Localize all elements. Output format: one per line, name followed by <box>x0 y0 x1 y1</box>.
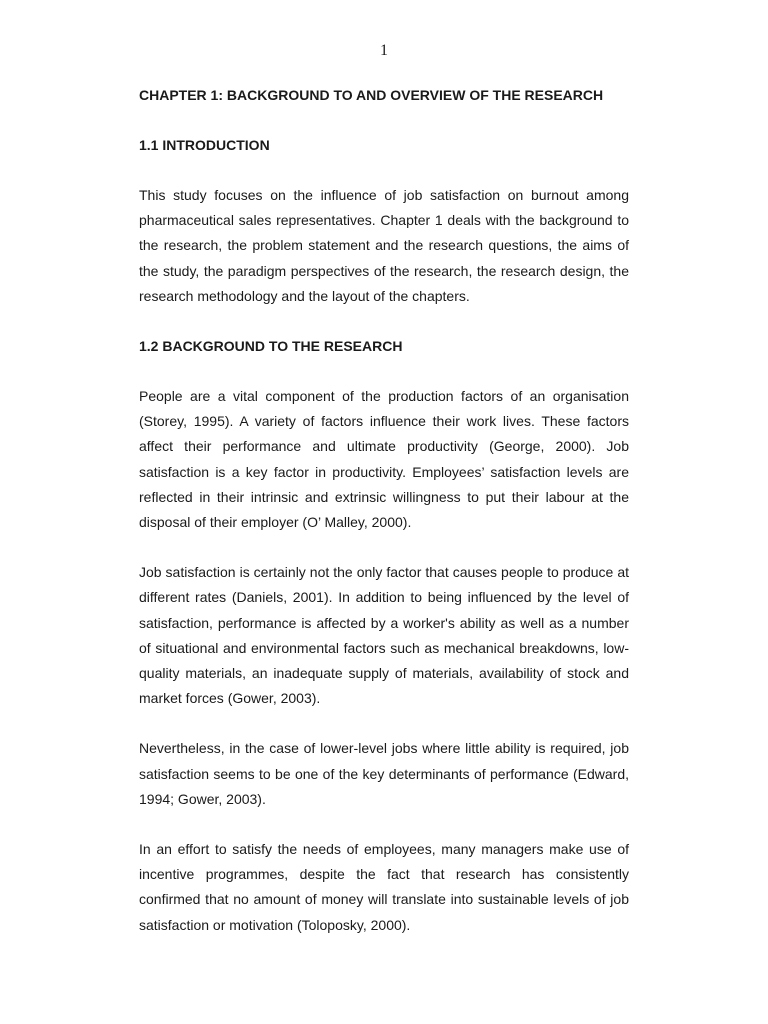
paragraph: In an effort to satisfy the needs of employees, many managers make use of incentive programmes, despite the fact that research has consistently confirmed that no amount of money will translate into sustainable levels of job satisfaction or motivation (Toloposky, 2000). <box>139 841 629 933</box>
section-heading-background: 1.2 BACKGROUND TO THE RESEARCH <box>139 338 403 355</box>
paragraph: People are a vital component of the production factors of an organisation (Storey, 1995). A variety of factors influence their work lives. These factors affect their performance and ultimate productivity (George, 2000). Job satisfaction is a key factor in productivity. Employees’ satisfaction levels are reflected in their intrinsic and extrinsic willingness to put their labour at the disposal of their employer (O’ Malley, 2000). <box>139 388 629 531</box>
paragraph: Nevertheless, in the case of lower-level jobs where little ability is required, job satisfaction seems to be one of the key determinants of performance (Edward, 1994; Gower, 2003). <box>139 740 629 807</box>
chapter-title: CHAPTER 1: BACKGROUND TO AND OVERVIEW OF THE RESEARCH <box>139 87 604 103</box>
page-content <box>139 83 629 963</box>
paragraph: This study focuses on the influence of job satisfaction on burnout among pharmaceutical sales representatives. Chapter 1 deals with the background to the research, the problem statement and the research questions, the aims of the study, the paradigm perspectives of the research, the research design, the research methodology and the layout of the chapters. <box>139 187 629 304</box>
paragraph: Job satisfaction is certainly not the only factor that causes people to produce at different rates (Daniels, 2001). In addition to being influenced by the level of satisfaction, performance is affected by a worker's ability as well as a number of situational and environmental factors such as mechanical breakdowns, low-quality materials, an inadequate supply of materials, availability of stock and market forces (Gower, 2003). <box>139 564 629 707</box>
section-heading-introduction: 1.1 INTRODUCTION <box>139 137 270 153</box>
page-number: 1 <box>380 42 388 59</box>
